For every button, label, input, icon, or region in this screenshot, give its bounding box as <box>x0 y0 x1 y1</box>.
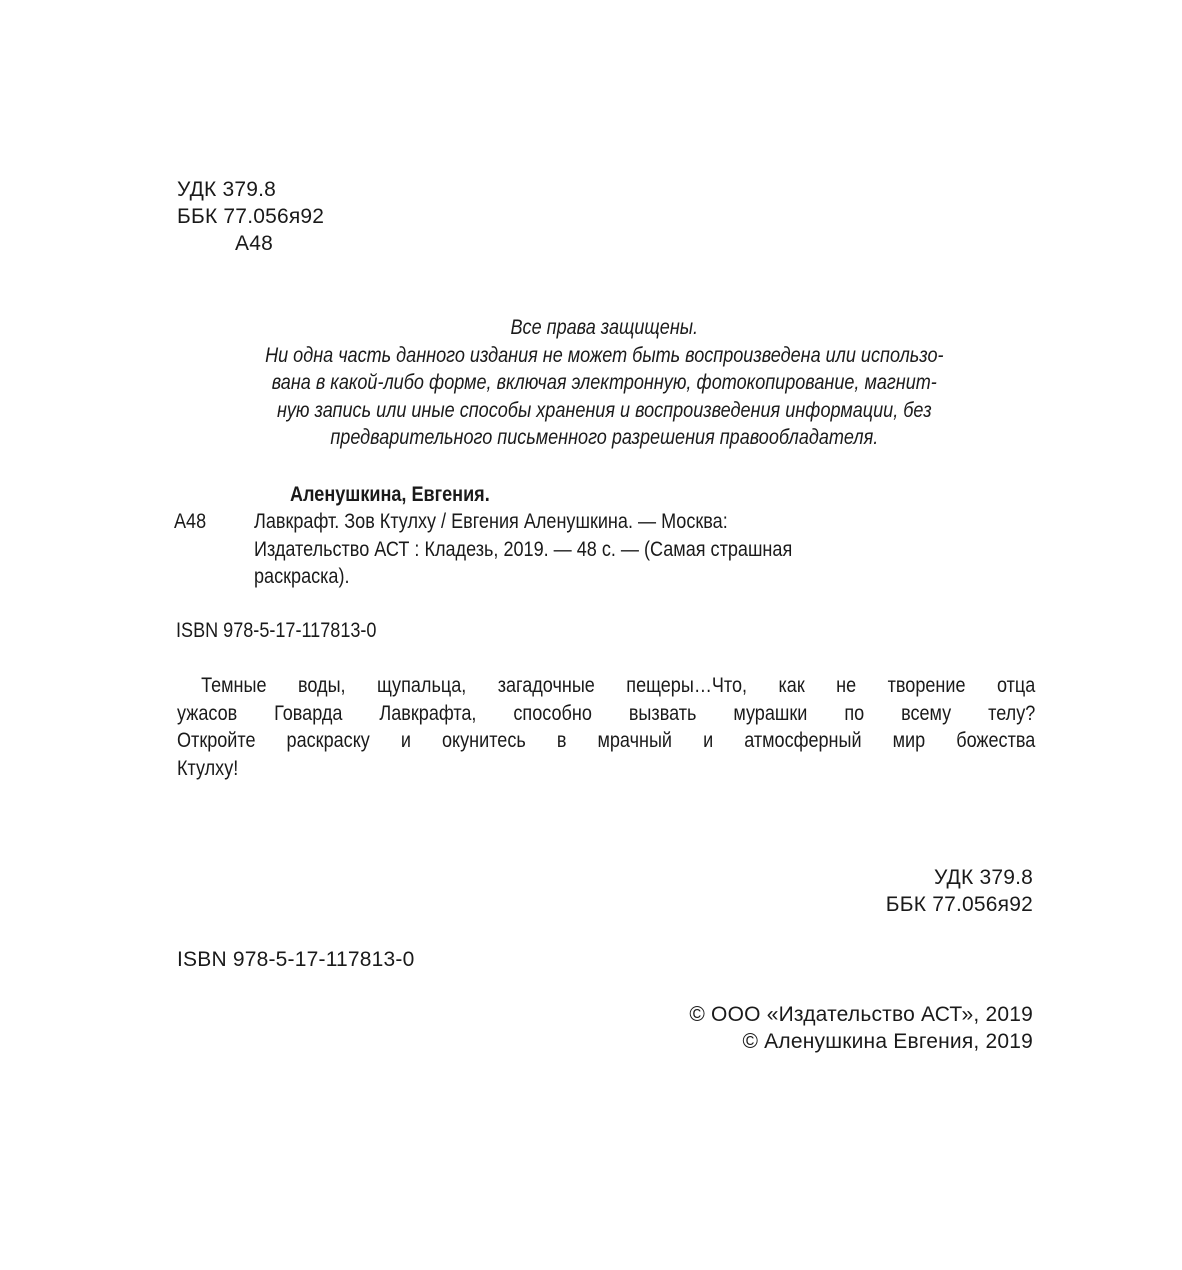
copyright-publisher: © ООО «Издательство АСТ», 2019 <box>689 1003 1033 1026</box>
rights-line: предварительного письменного разрешения правообладателя. <box>330 426 879 449</box>
udk-code: УДК 379.8 <box>177 178 277 201</box>
rights-line: Ни одна часть данного издания не может быть воспроизведена или использо- <box>265 343 944 367</box>
udk-code: УДК 379.8 <box>933 866 1033 889</box>
annotation-line: Темные воды, щупальца, загадочные пещеры…Что, как не творение отца <box>201 674 1036 697</box>
rights-line: вана в какой-либо форме, включая электронную, фотокопирование, магнит- <box>271 371 937 394</box>
catalog-line: Издательство АСТ : Кладезь, 2019. — 48 с. — (Самая страшная <box>254 537 793 561</box>
rights-notice <box>170 314 1039 452</box>
top-classification <box>177 176 324 257</box>
rights-line: Все права защищены. <box>510 316 699 339</box>
copyright-block <box>689 1001 1033 1055</box>
catalog-description <box>254 508 792 591</box>
annotation <box>177 672 1035 782</box>
annotation-line: ужасов Говарда Лавкрафта, способно вызвать мурашки по всему телу? <box>177 701 1036 725</box>
catalog-line: раскраска). <box>254 565 350 588</box>
annotation-line: Откройте раскраску и окунитесь в мрачный и атмосферный мир божества <box>177 729 1036 752</box>
rights-line: ную запись или иные способы хранения и воспроизведения информации, без <box>276 398 932 422</box>
copyright-author: © Аленушкина Евгения, 2019 <box>742 1030 1033 1053</box>
bbk-code: ББК 77.056я92 <box>885 893 1033 916</box>
bottom-classification <box>886 864 1033 918</box>
footer-isbn: ISBN 978-5-17-117813-0 <box>177 948 415 971</box>
catalog-author-heading: Аленушкина, Евгения. <box>290 483 490 506</box>
catalog-line: Лавкрафт. Зов Ктулху / Евгения Аленушкина. — Москва: <box>254 510 728 533</box>
author-mark: А48 <box>235 232 273 255</box>
catalog-isbn: ISBN 978-5-17-117813-0 <box>176 619 377 642</box>
bbk-code: ББК 77.056я92 <box>177 205 325 228</box>
annotation-line: Ктулху! <box>177 756 239 780</box>
catalog-author-mark: А48 <box>174 510 207 533</box>
